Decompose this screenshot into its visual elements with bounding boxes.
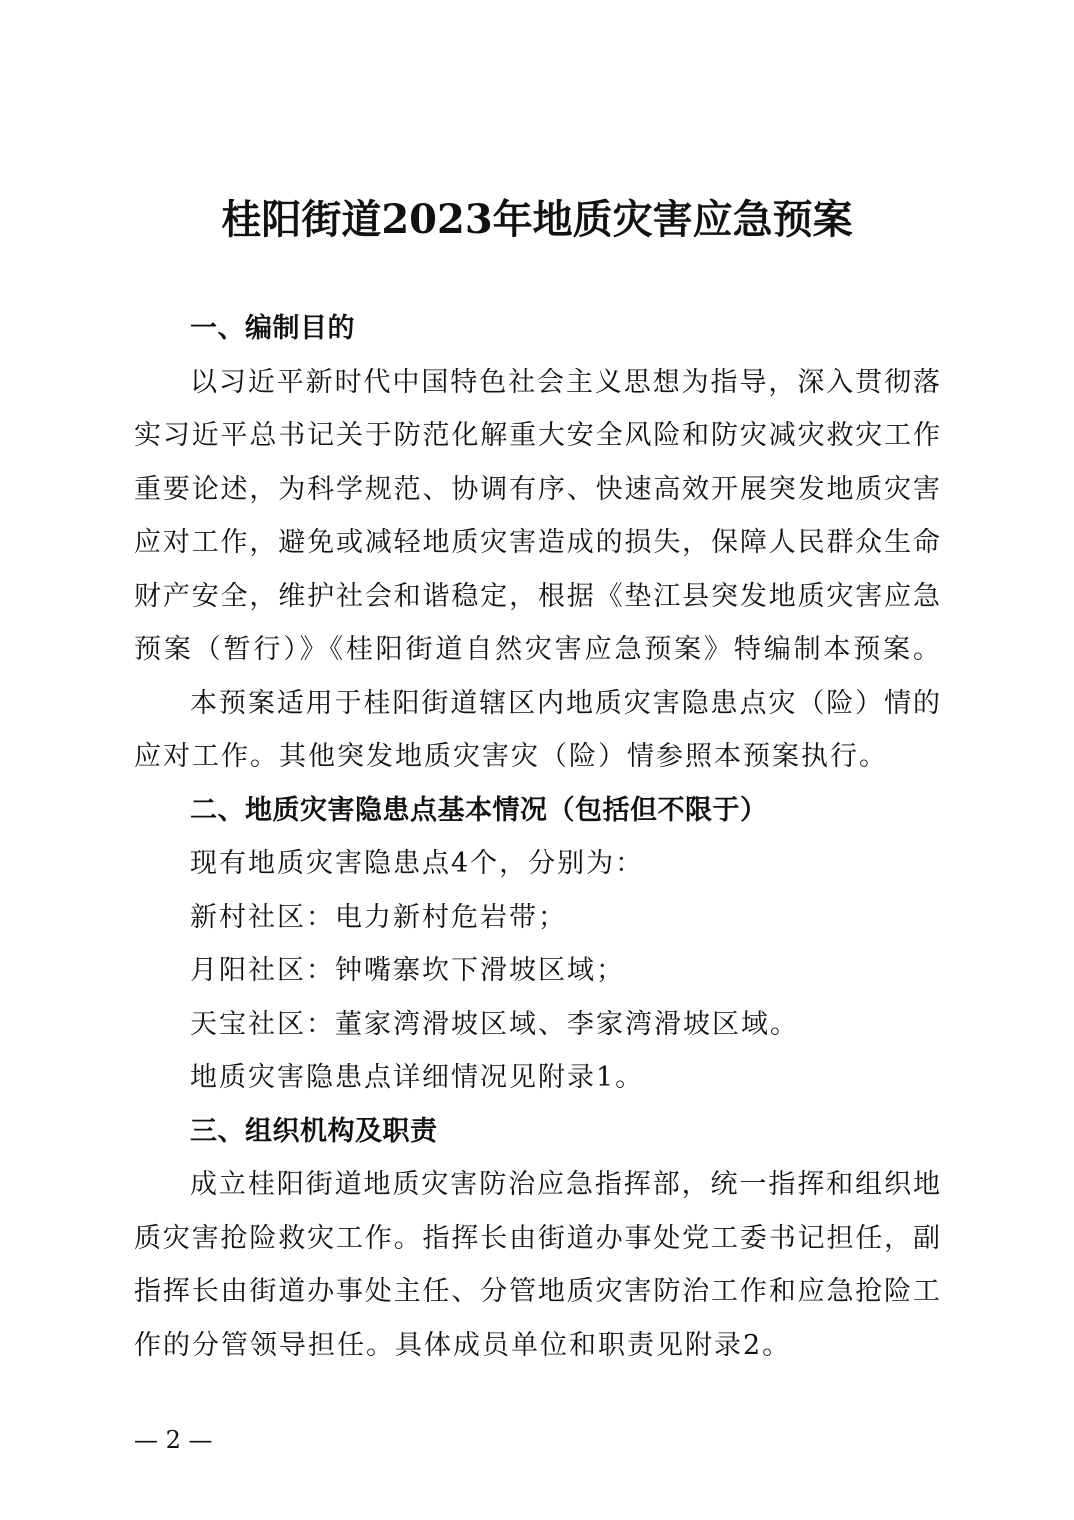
- text-line: 实习近平总书记关于防范化解重大安全风险和防灾减灾救灾工作: [134, 420, 940, 451]
- paragraph: [134, 677, 940, 784]
- list-item: 现有地质灾害隐患点4个，分别为：: [190, 848, 645, 879]
- paragraph: [134, 1158, 940, 1372]
- document-title: 桂阳街道2023年地质灾害应急预案: [221, 196, 853, 243]
- text-line: 以习近平新时代中国特色社会主义思想为指导，深入贯彻落: [190, 366, 940, 398]
- section-heading-purpose: 一、编制目的: [190, 313, 355, 344]
- text-line: 财产安全，维护社会和谐稳定，根据《垫江县突发地质灾害应急: [134, 580, 940, 612]
- section-heading-organization: 三、组织机构及职责: [190, 1115, 438, 1147]
- text-line: 重要论述，为科学规范、协调有序、快速高效开展突发地质灾害: [134, 473, 940, 505]
- document-body: [134, 302, 940, 1372]
- list-item: 新村社区：电力新村危岩带；: [190, 901, 567, 933]
- text-line: 本预案适用于桂阳街道辖区内地质灾害隐患点灾（险）情的: [190, 687, 940, 719]
- text-line: 作的分管领导担任。具体成员单位和职责见附录2。: [134, 1329, 792, 1361]
- text-line: 成立桂阳街道地质灾害防治应急指挥部，统一指挥和组织地: [190, 1169, 940, 1200]
- paragraph: [134, 356, 940, 677]
- text-line: 预案（暂行）》《桂阳街道自然灾害应急预案》特编制本预案。: [134, 634, 940, 665]
- list-item: 月阳社区：钟嘴寨坎下滑坡区域；: [190, 955, 625, 986]
- text-line: 质灾害抢险救灾工作。指挥长由街道办事处党工委书记担任，副: [134, 1222, 940, 1254]
- text-line: 指挥长由街道办事处主任、分管地质灾害防治工作和应急抢险工: [134, 1276, 940, 1307]
- text-line: 应对工作。其他突发地质灾害灾（险）情参照本预案执行。: [134, 741, 888, 772]
- section-heading-hazard-points: 二、地质灾害隐患点基本情况（包括但不限于）: [190, 794, 768, 826]
- text-line: 应对工作，避免或减轻地质灾害造成的损失，保障人民群众生命: [134, 527, 940, 558]
- page-number: — 2 —: [134, 1426, 213, 1454]
- list-item: 地质灾害隐患点详细情况见附录1。: [190, 1062, 645, 1093]
- list-item: 天宝社区：董家湾滑坡区域、李家湾滑坡区域。: [190, 1008, 799, 1040]
